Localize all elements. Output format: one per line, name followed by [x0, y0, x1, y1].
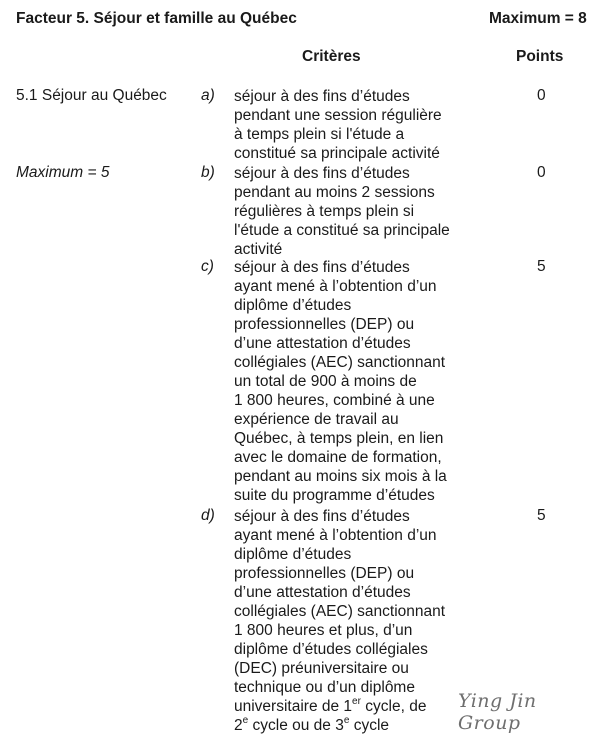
factor-title: Facteur 5. Séjour et famille au Québec — [16, 10, 297, 27]
criterion-line: professionnelles (DEP) ou — [234, 316, 415, 333]
criterion-line — [234, 716, 494, 735]
criterion-line: diplôme d’études — [234, 546, 352, 563]
section-label: 5.1 Séjour au Québec — [16, 87, 167, 104]
criterion-line: technique ou d’un diplôme — [234, 679, 415, 696]
criterion-line: Québec, à temps plein, en lien — [234, 430, 444, 447]
criterion-line: un total de 900 à moins de — [234, 373, 417, 390]
criterion-line: séjour à des fins d’études — [234, 508, 410, 525]
criterion-line: professionnelles (DEP) ou — [234, 565, 415, 582]
criterion-line: pendant une session régulière — [234, 107, 442, 124]
criterion-fragment: 2 — [234, 717, 243, 734]
item-letter: c) — [201, 258, 214, 275]
criterion-line: expérience de travail au — [234, 411, 399, 428]
criteria-column-header: Critères — [302, 48, 361, 65]
criterion-line: suite du programme d’études — [234, 487, 435, 504]
section-maximum: Maximum = 5 — [16, 164, 110, 181]
watermark-logo: Ying Jin Group — [458, 690, 537, 734]
criterion-line: (DEC) préuniversitaire ou — [234, 660, 409, 677]
factor-maximum: Maximum = 8 — [489, 10, 587, 27]
criterion-line — [234, 697, 494, 716]
criterion-line: pendant au moins 2 sessions — [234, 184, 435, 201]
item-points: 0 — [537, 164, 546, 181]
criterion-line: séjour à des fins d’études — [234, 165, 410, 182]
criterion-line: ayant mené à l’obtention d’un — [234, 278, 437, 295]
criterion-line: 1 800 heures et plus, d’un — [234, 622, 413, 639]
criterion-line: activité — [234, 241, 283, 258]
item-points: 5 — [537, 258, 546, 275]
criterion-line: ayant mené à l’obtention d’un — [234, 527, 437, 544]
criterion-line: collégiales (AEC) sanctionnant — [234, 354, 446, 371]
criterion-line: d’une attestation d’études — [234, 584, 411, 601]
ordinal-superscript: e — [343, 714, 350, 726]
criterion-line: régulières à temps plein si — [234, 203, 415, 220]
criterion-line: constitué sa principale activité — [234, 145, 440, 162]
criterion-fragment: cycle — [353, 717, 390, 734]
criterion-line: diplôme d’études — [234, 297, 352, 314]
ordinal-superscript: er — [352, 695, 361, 707]
criterion-line: à temps plein si l'étude a — [234, 126, 405, 143]
item-letter: d) — [201, 507, 215, 524]
item-letter: b) — [201, 164, 215, 181]
criterion-line: d’une attestation d’études — [234, 335, 411, 352]
criterion-text — [234, 164, 494, 259]
criterion-text — [234, 507, 494, 735]
criterion-line: pendant au moins six mois à la — [234, 468, 447, 485]
criterion-text — [234, 87, 494, 163]
points-column-header: Points — [516, 48, 564, 65]
item-points: 5 — [537, 507, 546, 524]
criterion-line: diplôme d’études collégiales — [234, 641, 428, 658]
ordinal-superscript: e — [242, 714, 249, 726]
criterion-fragment: universitaire de 1 — [234, 698, 353, 715]
criterion-line: l'étude a constitué sa principale — [234, 222, 450, 239]
criterion-line: séjour à des fins d’études — [234, 88, 410, 105]
criterion-fragment: cycle, de — [365, 698, 427, 715]
criterion-text — [234, 258, 494, 505]
criterion-line: avec le domaine de formation, — [234, 449, 442, 466]
item-letter: a) — [201, 87, 215, 104]
criterion-fragment: cycle ou de 3 — [252, 717, 344, 734]
criterion-line: séjour à des fins d’études — [234, 259, 410, 276]
criterion-line: 1 800 heures, combiné à une — [234, 392, 435, 409]
criterion-line: collégiales (AEC) sanctionnant — [234, 603, 446, 620]
item-points: 0 — [537, 87, 546, 104]
